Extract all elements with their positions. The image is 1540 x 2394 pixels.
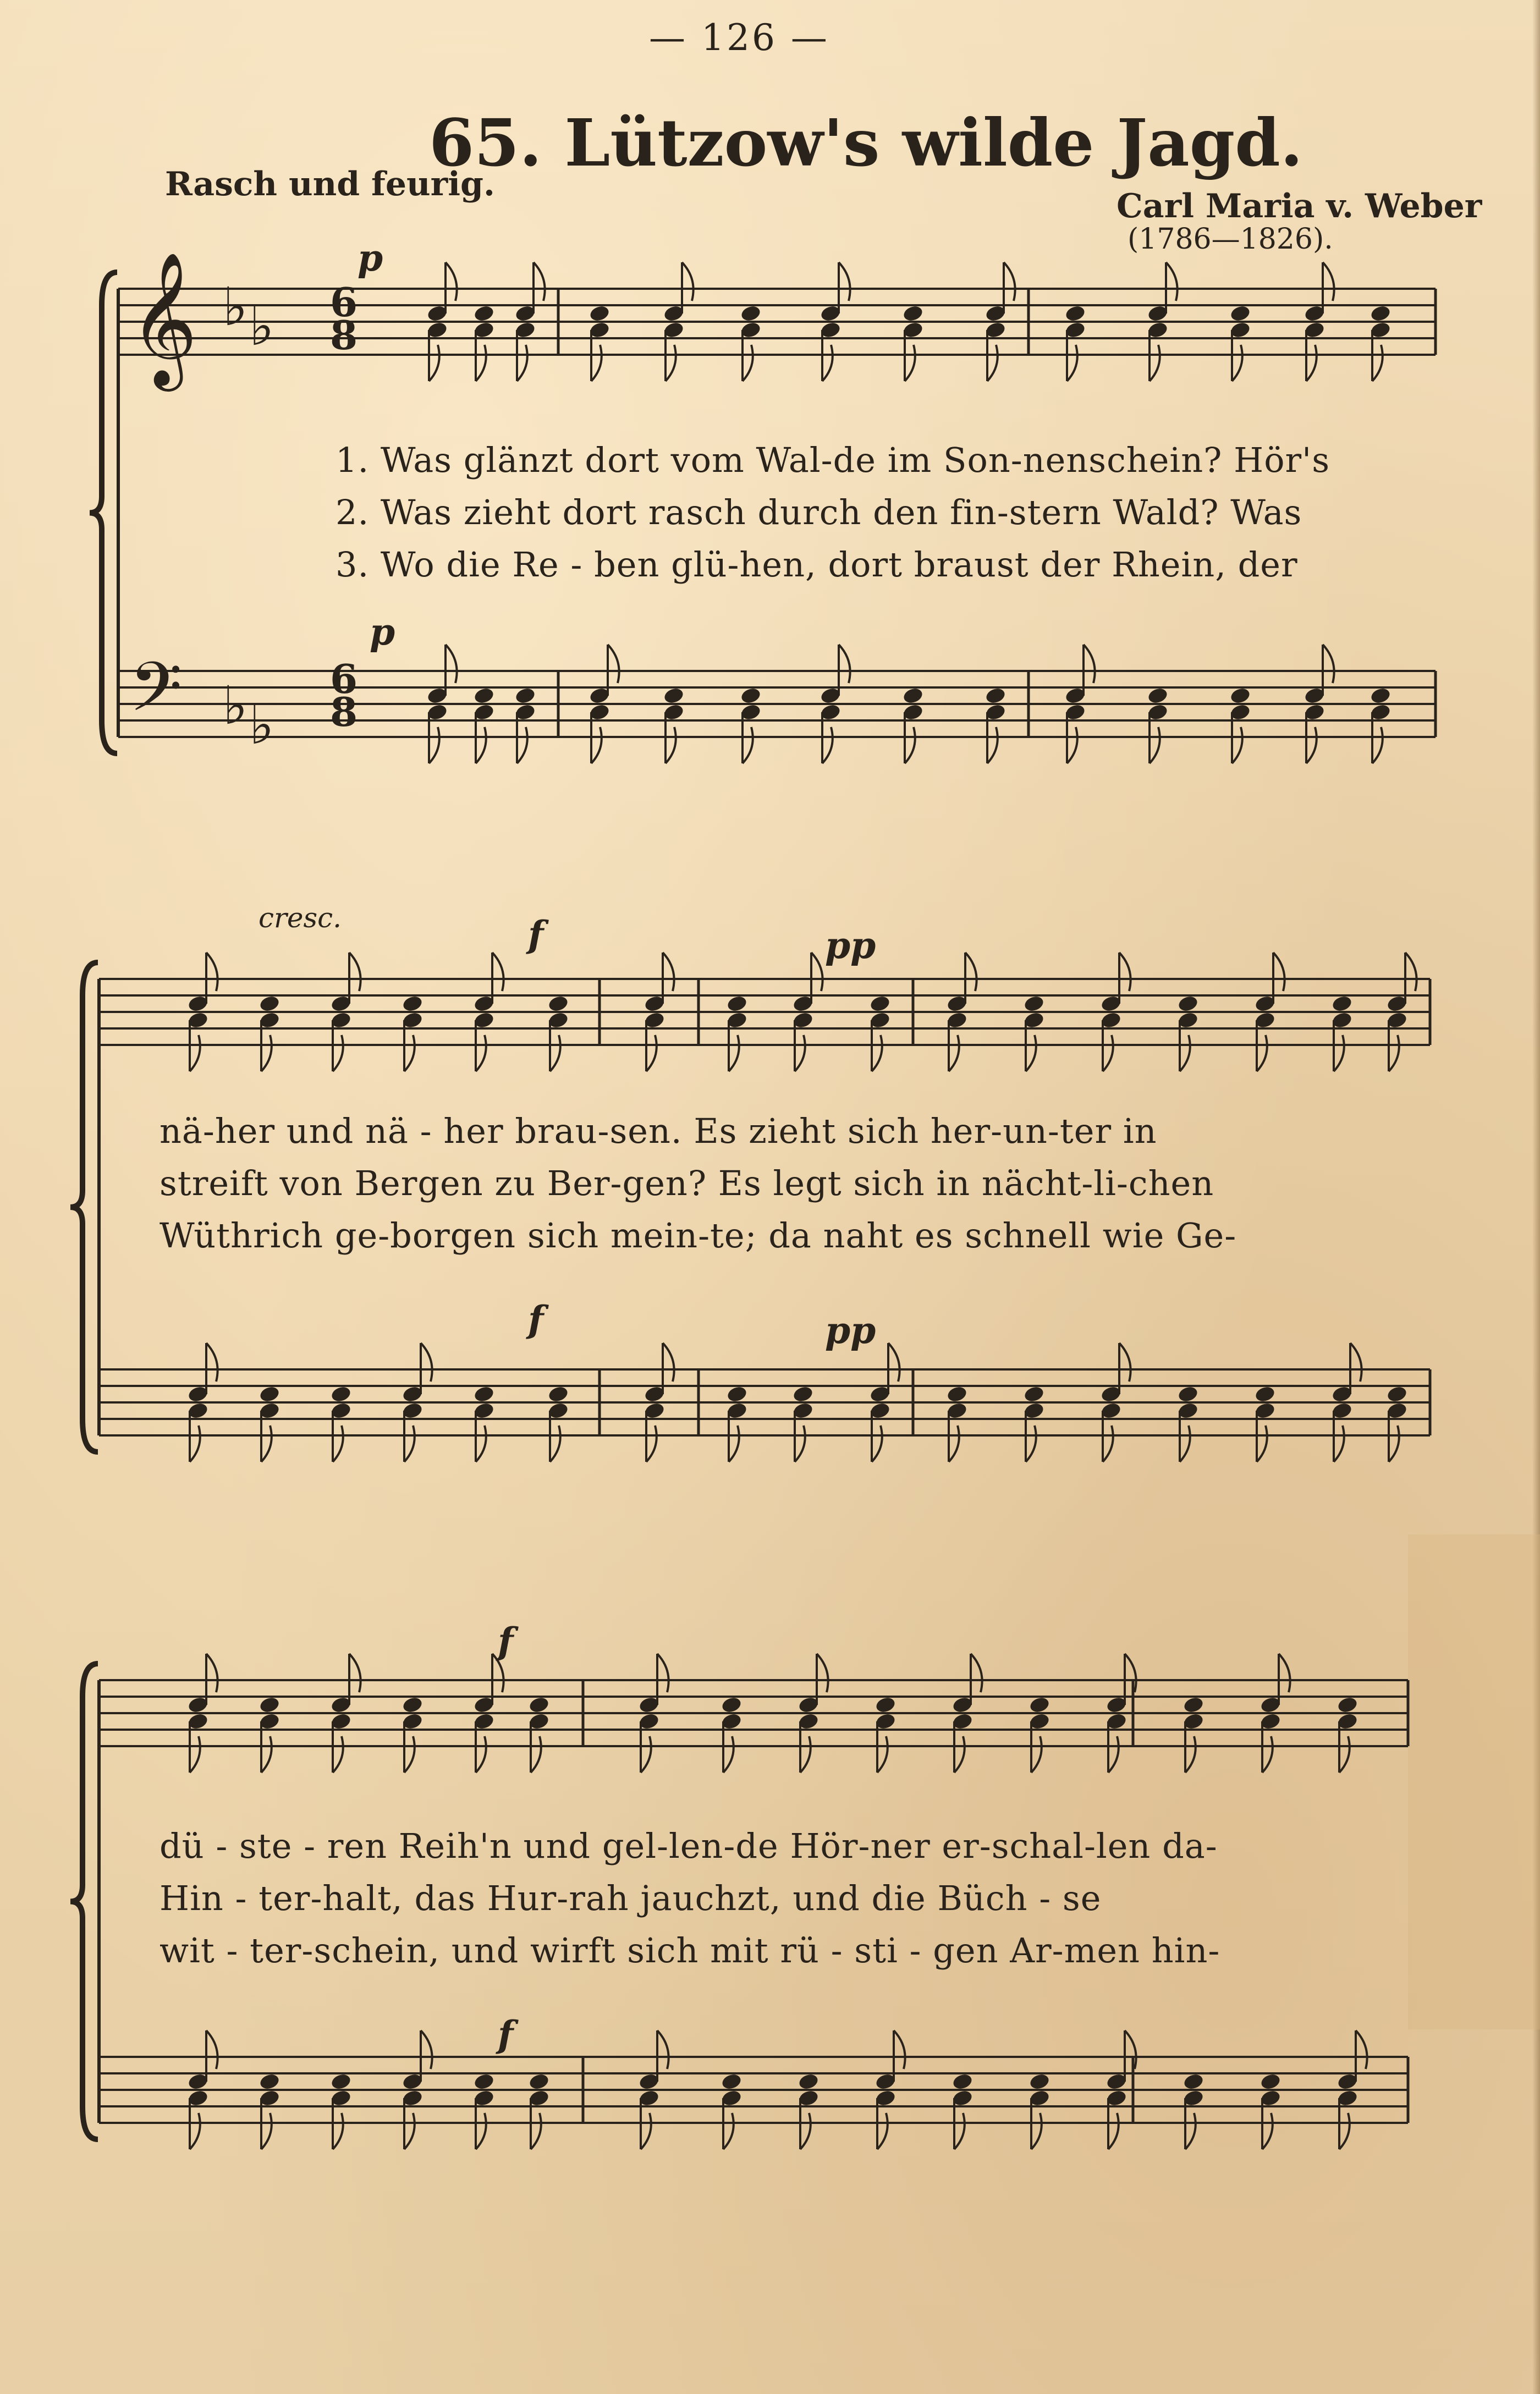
bass-note-flag	[1125, 2030, 1136, 2069]
bass-note-notehead	[258, 1385, 280, 1404]
treble-note-flag	[1067, 345, 1077, 381]
treble-note-notehead	[1182, 1696, 1204, 1714]
treble-note-flag	[492, 953, 504, 991]
bass-note-flag	[894, 2030, 905, 2069]
treble-note-flag	[1257, 1035, 1267, 1071]
treble-note-flag	[206, 1654, 218, 1692]
bass-note-notehead	[902, 686, 924, 705]
bass-note-notehead	[792, 1385, 814, 1404]
treble-note-flag	[971, 1654, 982, 1692]
bass-note-flag	[517, 727, 527, 763]
bass-note-flag	[476, 727, 486, 763]
dynamic-p-system1-bass: p	[370, 610, 395, 653]
treble-note-flag	[795, 1035, 805, 1071]
time-signature-bottom: 8	[330, 312, 358, 359]
bass-note-flag	[421, 1343, 432, 1382]
bass-note-notehead	[330, 1385, 352, 1404]
treble-note-flag	[1334, 1035, 1344, 1071]
bass-note-notehead	[1370, 686, 1392, 705]
treble-clef: 𝄞	[129, 251, 198, 386]
treble-note-flag	[666, 345, 676, 381]
bass-note-flag	[261, 2113, 272, 2149]
time-signature-lower	[330, 656, 358, 735]
treble-note-flag	[1323, 262, 1334, 301]
treble-note-flag	[817, 1654, 828, 1692]
treble-note-flag	[1262, 1736, 1273, 1773]
treble-note-flag	[1273, 953, 1285, 991]
treble-note-flag	[476, 1736, 486, 1773]
treble-note-notehead	[1177, 994, 1199, 1013]
tempo-marking: Rasch und feurig.	[165, 165, 495, 203]
treble-note-flag	[349, 1654, 361, 1692]
bass-note-flag	[800, 2113, 811, 2149]
bass-note-notehead	[330, 2072, 352, 2091]
treble-note-notehead	[869, 994, 891, 1013]
time-signature-top: 6	[330, 279, 358, 326]
bass-note-flag	[905, 727, 915, 763]
dynamic-f-system3-treble: f	[498, 1620, 514, 1663]
bass-note-flag	[476, 1426, 486, 1462]
page-number: — 126 —	[649, 16, 829, 59]
lyric-text: Was zieht dort rasch durch den fin-stern Wald? Was	[380, 492, 1302, 532]
bass-note-flag	[1389, 1426, 1399, 1462]
treble-note-notehead	[721, 1696, 743, 1714]
treble-note-flag	[1180, 1035, 1190, 1071]
treble-note-notehead	[528, 1696, 550, 1714]
lyric-verse-2-line-1	[336, 492, 1302, 532]
bass-note-flag	[1334, 1426, 1344, 1462]
treble-note-flag	[1405, 953, 1417, 991]
treble-note-flag	[534, 262, 545, 301]
bass-clef: 𝄢	[129, 648, 183, 744]
verse-number: 1.	[336, 440, 370, 480]
bass-note-flag	[446, 645, 457, 683]
lyric-verse-2-line-3: Hin - ter-halt, das Hur-rah jauchzt, und die Büch - se	[160, 1878, 1102, 1918]
treble-note-flag	[811, 953, 823, 991]
bass-note-flag	[949, 1426, 959, 1462]
bass-note-notehead	[721, 2072, 743, 2091]
bass-note-notehead	[726, 1385, 748, 1404]
time-signature-top-lower: 6	[330, 656, 358, 702]
treble-note-flag	[987, 345, 998, 381]
treble-note-flag	[1306, 345, 1317, 381]
bass-note-flag	[663, 1343, 674, 1382]
bass-note-flag	[206, 1343, 218, 1382]
treble-note-flag	[591, 345, 602, 381]
bass-note-notehead	[1229, 686, 1251, 705]
treble-note-flag	[476, 345, 486, 381]
bass-note-flag	[333, 1426, 343, 1462]
bass-note-flag	[421, 2030, 432, 2069]
lyric-verse-1-line-2: nä-her und nä - her brau-sen. Es zieht sich her-un-ter in	[160, 1111, 1157, 1151]
bass-note-flag	[1026, 1426, 1036, 1462]
lyric-text: Wo die Re - ben glü-hen, dort braust der Rhein, der	[380, 544, 1298, 585]
treble-note-flag	[1372, 345, 1383, 381]
bass-note-flag	[404, 2113, 415, 2149]
bass-note-notehead	[1260, 2072, 1282, 2091]
treble-note-flag	[1166, 262, 1178, 301]
system-brace	[90, 272, 117, 753]
treble-note-flag	[190, 1035, 200, 1071]
treble-note-flag	[839, 262, 850, 301]
bass-note-notehead	[1023, 1385, 1045, 1404]
bass-note-flag	[1372, 727, 1383, 763]
treble-note-notehead	[473, 304, 495, 323]
bass-note-flag	[1339, 2113, 1350, 2149]
bass-note-notehead	[258, 2072, 280, 2091]
dynamic-pp-system2-bass: pp	[825, 1309, 876, 1352]
bass-note-flag	[1119, 1343, 1131, 1382]
system-brace	[70, 962, 98, 1452]
dynamic-p-system1-treble: p	[358, 236, 383, 279]
treble-note-flag	[646, 1035, 657, 1071]
bass-note-flag	[877, 2113, 888, 2149]
flat-sign: ♭	[249, 695, 274, 756]
treble-note-notehead	[902, 304, 924, 323]
dynamic-f-system2-bass: f	[528, 1298, 544, 1341]
treble-note-flag	[905, 345, 915, 381]
treble-note-flag	[743, 345, 753, 381]
bass-note-flag	[1262, 2113, 1273, 2149]
treble-note-flag	[729, 1035, 739, 1071]
bass-note-flag	[1084, 645, 1095, 683]
bass-note-notehead	[547, 1385, 569, 1404]
treble-note-notehead	[1023, 994, 1045, 1013]
bass-note-notehead	[740, 686, 762, 705]
treble-note-flag	[404, 1736, 415, 1773]
lyric-verse-2-line-2: streift von Bergen zu Ber-gen? Es legt sich in nächt-li-chen	[160, 1163, 1214, 1203]
treble-note-notehead	[1331, 994, 1353, 1013]
treble-note-flag	[877, 1736, 888, 1773]
treble-note-flag	[657, 1654, 669, 1692]
verse-number: 3.	[336, 544, 370, 585]
bass-note-flag	[333, 2113, 343, 2149]
bass-note-flag	[261, 1426, 272, 1462]
treble-note-notehead	[547, 994, 569, 1013]
treble-note-flag	[517, 345, 527, 381]
treble-note-flag	[1339, 1736, 1350, 1773]
flat-sign: ♭	[223, 675, 248, 736]
bass-note-flag	[1180, 1426, 1190, 1462]
treble-note-flag	[1103, 1035, 1113, 1071]
treble-note-flag	[190, 1736, 200, 1773]
treble-note-notehead	[1336, 1696, 1358, 1714]
bass-note-flag	[666, 727, 676, 763]
song-title: 65. Lützow's wilde Jagd.	[429, 104, 1303, 181]
flat-sign: ♭	[249, 296, 274, 357]
bass-note-notehead	[1182, 2072, 1204, 2091]
treble-note-notehead	[740, 304, 762, 323]
treble-note-flag	[206, 953, 218, 991]
bass-note-notehead	[473, 2072, 495, 2091]
time-signature-upper	[330, 279, 358, 359]
bass-note-flag	[795, 1426, 805, 1462]
bass-note-flag	[476, 2113, 486, 2149]
composer: Carl Maria v. Weber	[1116, 187, 1482, 225]
bass-note-flag	[743, 727, 753, 763]
treble-note-notehead	[402, 994, 424, 1013]
treble-note-notehead	[875, 1696, 897, 1714]
bass-note-notehead	[985, 686, 1007, 705]
treble-note-flag	[1232, 345, 1242, 381]
dynamic-pp-system2-treble: pp	[825, 924, 876, 967]
bass-note-flag	[1323, 645, 1334, 683]
bass-note-flag	[1150, 727, 1160, 763]
treble-note-flag	[476, 1035, 486, 1071]
bass-note-flag	[723, 2113, 734, 2149]
bass-note-flag	[822, 727, 833, 763]
treble-note-flag	[1031, 1736, 1042, 1773]
flat-sign: ♭	[223, 276, 248, 338]
treble-note-flag	[800, 1736, 811, 1773]
treble-note-flag	[404, 1035, 415, 1071]
bass-note-flag	[531, 2113, 541, 2149]
bass-note-notehead	[663, 686, 685, 705]
lyric-verse-3-line-2: Wüthrich ge-borgen sich mein-te; da naht es schnell wie Ge-	[160, 1215, 1237, 1256]
bass-note-flag	[888, 1343, 900, 1382]
dynamic-f-system2-treble: f	[528, 913, 544, 956]
bass-note-flag	[591, 727, 602, 763]
bass-note-flag	[550, 1426, 560, 1462]
treble-note-flag	[333, 1035, 343, 1071]
treble-note-flag	[965, 953, 977, 991]
bass-note-flag	[608, 645, 619, 683]
bass-note-notehead	[946, 1385, 968, 1404]
bass-note-notehead	[1386, 1385, 1408, 1404]
lyric-text: Was glänzt dort vom Wal-de im Son-nenschein? Hör's	[380, 440, 1330, 480]
composer-dates: (1786—1826).	[1128, 223, 1333, 256]
treble-note-flag	[1004, 262, 1015, 301]
bass-note-flag	[206, 2030, 218, 2069]
treble-note-flag	[261, 1736, 272, 1773]
bass-note-flag	[1257, 1426, 1267, 1462]
lyric-verse-3-line-3: wit - ter-schein, und wirft sich mit rü - sti - gen Ar-men hin-	[160, 1930, 1220, 1971]
treble-note-notehead	[1028, 1696, 1050, 1714]
bass-note-notehead	[1147, 686, 1169, 705]
bass-note-flag	[404, 1426, 415, 1462]
treble-note-notehead	[402, 1696, 424, 1714]
treble-note-flag	[641, 1736, 651, 1773]
bass-note-notehead	[514, 686, 536, 705]
verse-number: 2.	[336, 492, 370, 532]
bass-note-flag	[1103, 1426, 1113, 1462]
bass-note-notehead	[528, 2072, 550, 2091]
treble-note-notehead	[726, 994, 748, 1013]
bass-note-flag	[1350, 1343, 1362, 1382]
bass-note-notehead	[1177, 1385, 1199, 1404]
lyric-verse-1-line-1	[336, 440, 1330, 480]
bass-note-flag	[1185, 2113, 1196, 2149]
lyric-verse-3-line-1	[336, 544, 1298, 585]
treble-note-flag	[261, 1035, 272, 1071]
bass-note-notehead	[473, 686, 495, 705]
treble-note-flag	[954, 1736, 965, 1773]
bass-note-flag	[646, 1426, 657, 1462]
treble-note-flag	[682, 262, 694, 301]
bass-note-flag	[987, 727, 998, 763]
treble-note-flag	[1389, 1035, 1399, 1071]
bass-note-notehead	[1254, 1385, 1276, 1404]
bass-note-notehead	[798, 2072, 820, 2091]
bass-note-notehead	[1028, 2072, 1050, 2091]
dynamic-cresc-system2: cresc.	[258, 902, 342, 934]
treble-note-notehead	[588, 304, 610, 323]
bass-note-notehead	[473, 1385, 495, 1404]
time-signature-bottom-lower: 8	[330, 689, 358, 735]
treble-note-flag	[531, 1736, 541, 1773]
treble-note-flag	[1108, 1736, 1119, 1773]
treble-note-flag	[550, 1035, 560, 1071]
system-brace	[70, 1664, 98, 2139]
bass-note-flag	[1067, 727, 1077, 763]
bass-note-flag	[190, 2113, 200, 2149]
treble-note-flag	[1119, 953, 1131, 991]
treble-note-flag	[1279, 1654, 1290, 1692]
bass-note-flag	[429, 727, 439, 763]
treble-note-notehead	[258, 994, 280, 1013]
treble-note-flag	[429, 345, 439, 381]
bass-note-flag	[839, 645, 850, 683]
bass-note-flag	[729, 1426, 739, 1462]
treble-note-flag	[446, 262, 457, 301]
treble-note-notehead	[1064, 304, 1086, 323]
treble-note-flag	[872, 1035, 882, 1071]
treble-note-flag	[723, 1736, 734, 1773]
bass-note-flag	[1306, 727, 1317, 763]
treble-note-flag	[822, 345, 833, 381]
bass-note-flag	[1031, 2113, 1042, 2149]
treble-note-flag	[1185, 1736, 1196, 1773]
bass-note-flag	[657, 2030, 669, 2069]
bass-note-notehead	[952, 2072, 974, 2091]
treble-note-notehead	[1370, 304, 1392, 323]
treble-note-flag	[1125, 1654, 1136, 1692]
bass-note-flag	[1356, 2030, 1367, 2069]
treble-note-notehead	[1229, 304, 1251, 323]
bass-note-flag	[641, 2113, 651, 2149]
treble-note-flag	[663, 953, 674, 991]
treble-note-flag	[333, 1736, 343, 1773]
treble-note-flag	[949, 1035, 959, 1071]
treble-note-flag	[349, 953, 361, 991]
treble-note-flag	[1026, 1035, 1036, 1071]
bass-note-flag	[872, 1426, 882, 1462]
treble-note-flag	[1150, 345, 1160, 381]
bass-note-flag	[1232, 727, 1242, 763]
bass-note-flag	[1108, 2113, 1119, 2149]
lyric-verse-1-line-3: dü - ste - ren Reih'n und gel-len-de Hör-ner er-schal-len da-	[160, 1826, 1218, 1866]
bass-note-flag	[954, 2113, 965, 2149]
treble-note-notehead	[258, 1696, 280, 1714]
dynamic-f-system3-bass: f	[498, 2013, 514, 2056]
bass-note-flag	[190, 1426, 200, 1462]
